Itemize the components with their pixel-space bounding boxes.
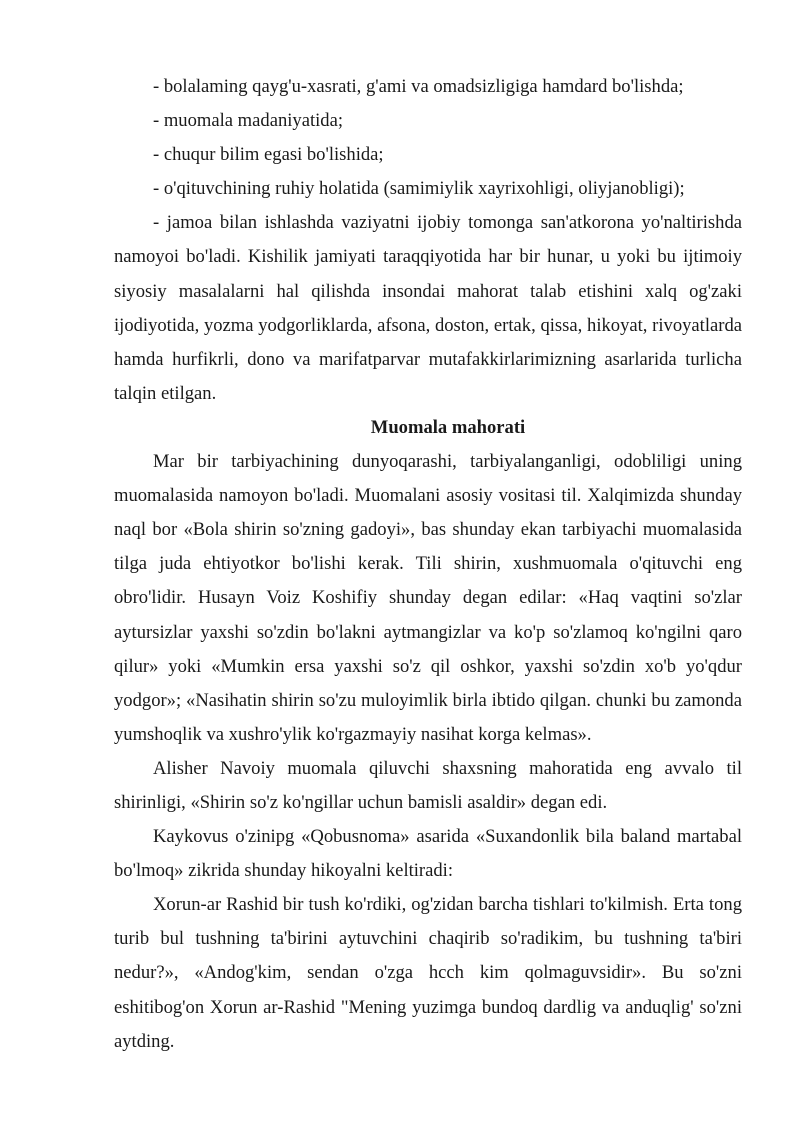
list-item: - o'qituvchining ruhiy holatida (samimiylik xayrixohligi, oliyjanobligi); [153, 178, 685, 200]
list-item: - bolalaming qayg'u-xasrati, g'ami va omadsizligiga hamdard bo'lishda; [153, 76, 684, 97]
body-paragraph: Kaykovus o'zinipg «Qobusnoma» asarida «Suxandonlik bila baland martabal bo'lmoq» zikrida shunday hikoyalni keltiradi: [114, 826, 742, 882]
body-paragraph: Mar bir tarbiyachining dunyoqarashi, tarbiyalanganligi, odobliligi uning muomalasida namoyon bo'ladi. Muomalani asosiy vositasi til. Xalqimizda shunday naql bor «Bola shirin so'zning gadoyi», bas shunday ekan tarbiyachi muomalasida tilga juda ehtiyotkor bo'lishi kerak. Tili shirin, xushmuomala o'qituvchi eng obro'lidir. Husayn Voiz Koshifiy shunday degan edilar: «Haq vaqtini so'zlar aytursizlar yaxshi so'zdin bo'lakni aytmangizlar va ko'p so'zlamoq ko'ngilni qaro qilur» yoki «Mumkin ersa yaxshi so'z qil oshkor, yaxshi so'zdin xo'b yo'qdur yodgor»; «Nasihatin shirin so'zu muloyimlik birla ibtido qilgan. chunki bu zamonda yumshoqlik va xushro'ylik ko'rgazmayiy nasihat korga kelmas». [114, 451, 742, 745]
section-heading: Muomala mahorati [370, 416, 526, 438]
list-item: - chuqur bilim egasi bo'lishida; [153, 144, 384, 166]
body-paragraph: Alisher Navoiy muomala qiluvchi shaxsning mahoratida eng avvalo til shirinligi, «Shirin so'z ko'ngillar uchun bamisli asaldir» degan edi. [114, 757, 742, 813]
intro-paragraph: - jamoa bilan ishlashda vaziyatni ijobiy tomonga san'atkorona yo'naltirishda namoyoi bo'ladi. Kishilik jamiyati taraqqiyotida har bir hunar, u yoki bu ijtimoiy siyosiy masalalarni hal qilishda insondai mahorat talab etishini xalq og'zaki ijodiyotida, yozma yodgorliklarda, afsona, doston, ertak, qissa, hikoyat, rivoyatlarda hamda hurfikrli, dono va marifatparvar mutafakkirlarimizning asarlarida turlicha talqin etilgan. [114, 212, 742, 404]
body-paragraph: Xorun-ar Rashid bir tush ko'rdiki, og'zidan barcha tishlari to'kilmish. Erta tong turib bul tushning ta'birini aytuvchini chaqirib so'radikim, bu tushning ta'biri nedur?», «Andog'kim, sendan o'zga hcch kim qolmaguvsidir». Bu so'zni eshitibog'on Xorun ar-Rashid "Mening yuzimga bundoq dardlig va anduqlig' so'zni aytding. [114, 894, 742, 1052]
document-page [114, 70, 742, 1059]
list-item: - muomala madaniyatida; [153, 110, 344, 132]
